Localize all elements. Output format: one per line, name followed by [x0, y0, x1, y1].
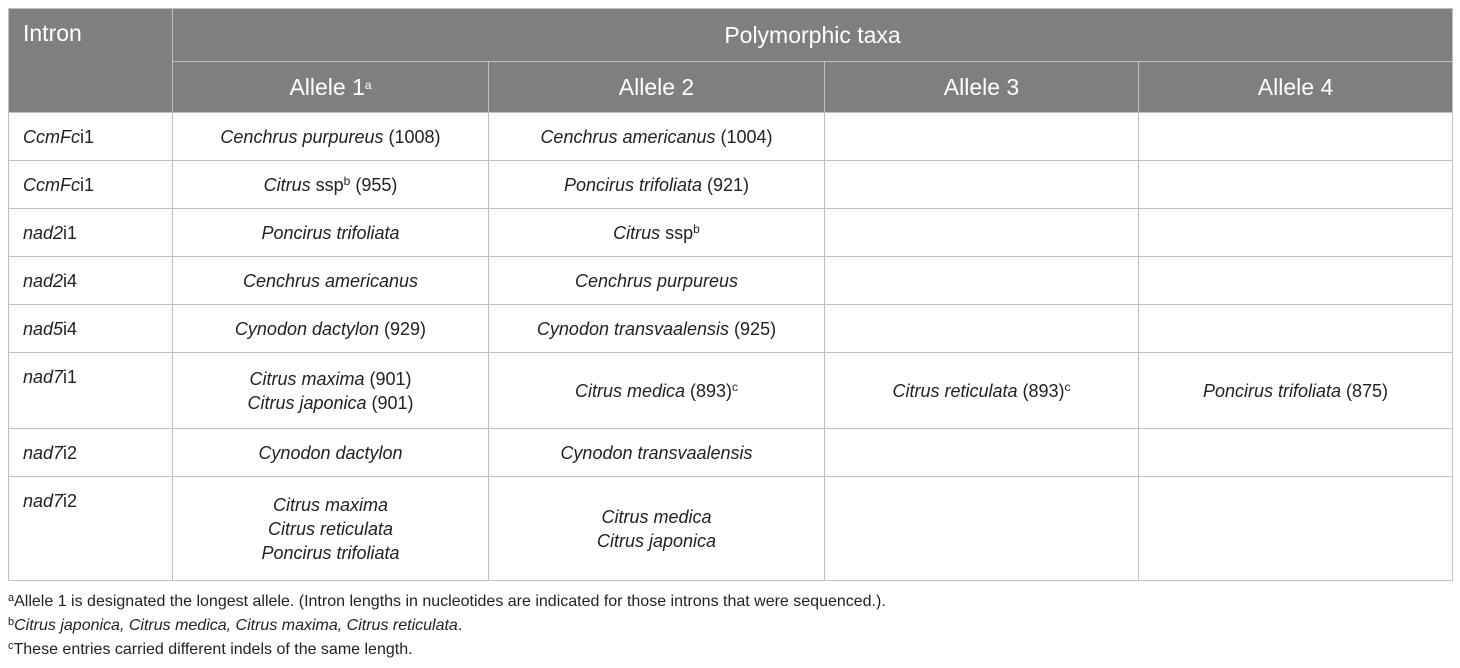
- polymorphic-introns-table: [8, 8, 1453, 581]
- footnote-b: [8, 614, 886, 638]
- cell-line: [489, 505, 824, 529]
- taxon-name: Poncirus trifoliata: [261, 222, 400, 243]
- cell-line: [173, 391, 488, 415]
- allele-3-cell: [825, 113, 1139, 161]
- intron-number: i2: [63, 443, 78, 463]
- footnote-c: [8, 638, 886, 662]
- cell-line: [489, 317, 824, 341]
- taxon-name: Cenchrus americanus: [540, 126, 716, 147]
- cell-text: Allele 1 is designated the longest allele. (Intron lengths in nucleotides are indicated for those introns that were sequenced.).: [14, 593, 886, 610]
- allele-3-cell: [825, 161, 1139, 209]
- allele-1-cell: [173, 209, 489, 257]
- allele-1-footnote-mark: a: [364, 78, 372, 92]
- taxon-name: Citrus maxima: [249, 368, 365, 389]
- taxon-name: Poncirus trifoliata: [261, 542, 400, 563]
- allele-2-cell: [489, 113, 825, 161]
- intron-number: i2: [63, 491, 78, 511]
- allele-4-header: Allele 4: [1139, 62, 1453, 113]
- allele-3-cell: [825, 209, 1139, 257]
- taxon-name: Citrus japonica, Citrus medica, Citrus maxima, Citrus reticulata: [14, 617, 458, 634]
- intron-gene-name: nad7: [23, 443, 64, 463]
- table-body: [9, 113, 1453, 581]
- allele-4-cell: [1139, 209, 1453, 257]
- allele-3-header: Allele 3: [825, 62, 1139, 113]
- table-row: [9, 305, 1453, 353]
- footnote-mark: a: [8, 592, 15, 604]
- table-row: [9, 257, 1453, 305]
- cell-text: (901): [366, 392, 414, 413]
- cell-line: [173, 517, 488, 541]
- allele-1-cell: [173, 429, 489, 477]
- taxon-name: Citrus reticulata: [267, 518, 394, 539]
- allele-4-cell: [1139, 477, 1453, 581]
- intron-number: i1: [80, 127, 95, 147]
- allele-1-cell: [173, 353, 489, 429]
- intron-gene-name: nad5: [23, 319, 64, 339]
- taxon-name: Poncirus trifoliata: [1202, 380, 1342, 401]
- taxon-name: Cenchrus purpureus: [574, 270, 739, 291]
- cell-text: .: [457, 617, 463, 634]
- intron-gene-name: nad7: [23, 491, 64, 511]
- allele-3-cell: [825, 477, 1139, 581]
- cell-text: (1008): [383, 126, 441, 147]
- intron-cell: [9, 353, 173, 429]
- cell-text: (955): [350, 174, 398, 195]
- table-row: [9, 113, 1453, 161]
- taxon-name: Citrus reticulata: [892, 380, 1018, 401]
- footnotes: [8, 590, 886, 662]
- allele-1-cell: [173, 477, 489, 581]
- footnote-mark: c: [8, 640, 14, 652]
- cell-line: [173, 125, 488, 149]
- intron-cell: [9, 161, 173, 209]
- taxon-name: Poncirus trifoliata: [563, 174, 703, 195]
- cell-text: ssp: [660, 222, 694, 243]
- allele-1-header: [173, 62, 489, 113]
- intron-number: i1: [63, 367, 78, 387]
- cell-line: [489, 529, 824, 553]
- taxon-name: Citrus: [263, 174, 311, 195]
- allele-2-cell: [489, 161, 825, 209]
- allele-3-cell: [825, 305, 1139, 353]
- allele-4-cell: [1139, 305, 1453, 353]
- intron-gene-name: nad2: [23, 271, 64, 291]
- cell-text: These entries carried different indels of the same length.: [13, 641, 413, 658]
- cell-line: [173, 173, 488, 197]
- cell-text: (925): [729, 318, 777, 339]
- allele-1-cell: [173, 257, 489, 305]
- footnote-mark: b: [343, 173, 351, 188]
- cell-line: [489, 441, 824, 465]
- allele-2-cell: [489, 209, 825, 257]
- footnote-mark: b: [693, 221, 700, 236]
- cell-line: [173, 493, 488, 517]
- cell-line: [173, 541, 488, 565]
- allele-4-cell: [1139, 353, 1453, 429]
- footnote-mark: c: [1064, 379, 1071, 394]
- cell-text: (893): [685, 380, 733, 401]
- cell-text: (921): [702, 174, 750, 195]
- intron-number: i4: [63, 319, 78, 339]
- intron-gene-name: nad2: [23, 223, 64, 243]
- cell-line: [489, 173, 824, 197]
- allele-1-cell: [173, 113, 489, 161]
- cell-line: [489, 379, 824, 403]
- cell-line: [173, 367, 488, 391]
- intron-cell: [9, 305, 173, 353]
- cell-text: (929): [379, 318, 427, 339]
- allele-4-cell: [1139, 257, 1453, 305]
- allele-3-cell: [825, 257, 1139, 305]
- intron-cell: [9, 113, 173, 161]
- allele-3-cell: [825, 353, 1139, 429]
- allele-2-cell: [489, 353, 825, 429]
- allele-2-cell: [489, 257, 825, 305]
- cell-text: (875): [1341, 380, 1389, 401]
- taxon-name: Citrus medica: [601, 506, 712, 527]
- allele-2-cell: [489, 477, 825, 581]
- cell-line: [173, 441, 488, 465]
- header-row-1: [9, 9, 1453, 62]
- table-row: [9, 477, 1453, 581]
- allele-2-cell: [489, 305, 825, 353]
- intron-column-header: Intron: [9, 9, 173, 113]
- intron-gene-name: CcmFc: [23, 127, 80, 147]
- table-row: [9, 353, 1453, 429]
- taxon-name: Cenchrus purpureus: [220, 126, 384, 147]
- cell-line: [173, 269, 488, 293]
- table-row: [9, 161, 1453, 209]
- allele-1-cell: [173, 161, 489, 209]
- taxon-name: Citrus medica: [574, 380, 685, 401]
- cell-line: [489, 125, 824, 149]
- intron-gene-name: nad7: [23, 367, 64, 387]
- intron-cell: [9, 257, 173, 305]
- taxon-name: Cynodon transvaalensis: [536, 318, 730, 339]
- allele-4-cell: [1139, 161, 1453, 209]
- allele-2-header: Allele 2: [489, 62, 825, 113]
- taxon-name: Citrus japonica: [247, 392, 367, 413]
- intron-gene-name: CcmFc: [23, 175, 80, 195]
- allele-4-cell: [1139, 113, 1453, 161]
- taxon-name: Cenchrus americanus: [242, 270, 419, 291]
- footnote-a: [8, 590, 886, 614]
- table-row: [9, 429, 1453, 477]
- taxon-name: Cynodon dactylon: [234, 318, 380, 339]
- intron-number: i4: [63, 271, 78, 291]
- footnote-mark: b: [8, 616, 15, 628]
- intron-cell: [9, 477, 173, 581]
- allele-4-cell: [1139, 429, 1453, 477]
- cell-text: (901): [364, 368, 412, 389]
- taxon-name: Citrus japonica: [596, 530, 717, 551]
- intron-cell: [9, 429, 173, 477]
- footnote-mark: c: [732, 379, 739, 394]
- cell-line: [825, 379, 1138, 403]
- allele-3-cell: [825, 429, 1139, 477]
- taxon-name: Cynodon dactylon: [258, 442, 403, 463]
- taxon-name: Citrus: [613, 222, 661, 243]
- allele-1-label: Allele 1: [289, 74, 365, 100]
- cell-line: [1139, 379, 1452, 403]
- intron-number: i1: [63, 223, 78, 243]
- cell-text: ssp: [310, 174, 344, 195]
- intron-cell: [9, 209, 173, 257]
- allele-1-cell: [173, 305, 489, 353]
- cell-text: (893): [1017, 380, 1065, 401]
- intron-number: i1: [80, 175, 95, 195]
- table-row: [9, 209, 1453, 257]
- header-row-2: [9, 62, 1453, 113]
- taxon-name: Citrus maxima: [272, 494, 388, 515]
- cell-line: [489, 269, 824, 293]
- polymorphic-taxa-header: Polymorphic taxa: [173, 9, 1453, 62]
- cell-text: (1004): [715, 126, 773, 147]
- taxon-name: Cynodon transvaalensis: [560, 442, 753, 463]
- cell-line: [489, 221, 824, 245]
- cell-line: [173, 221, 488, 245]
- cell-line: [173, 317, 488, 341]
- allele-2-cell: [489, 429, 825, 477]
